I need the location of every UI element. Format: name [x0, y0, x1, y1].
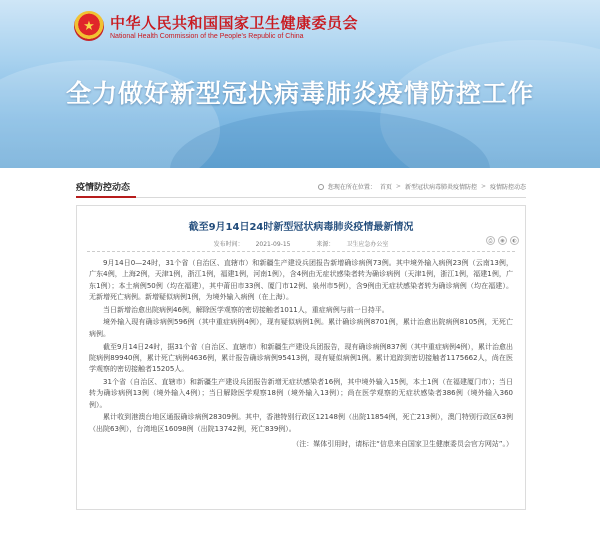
weibo-icon[interactable]: ◉: [498, 236, 507, 245]
org-name-cn[interactable]: 中华人民共和国国家卫生健康委员会: [110, 14, 359, 32]
article-paragraph: 31个省（自治区、直辖市）和新疆生产建设兵团报告新增无症状感染者16例，其中境外输入15例，本土1例（在福建厦门市）；当日转为确诊病例13例（境外输入4例）；当日解除医学观察18例（境外输入13例）；尚在医学观察的无症状感染者386例（境外输入360例）。: [89, 377, 513, 409]
share-tools: [486, 236, 519, 245]
article-paragraph: 累计收到港澳台地区通报确诊病例28309例。其中，香港特别行政区12148例（出院11854例，死亡213例），澳门特别行政区63例（出院63例），台湾地区16098例（出院13742例，死亡839例）。: [89, 413, 513, 433]
breadcrumb-separator: >: [480, 183, 486, 190]
header-banner: [0, 0, 600, 168]
breadcrumb-bar: [76, 178, 526, 198]
article-paragraph: 9月14日0—24时，31个省（自治区、直辖市）和新疆生产建设兵团报告新增确诊病例73例。其中境外输入病例23例（云南13例，广东4例，上海2例，天津1例，浙江1例，福建1例，河南1例），含4例由无症状感染者转为确诊病例（天津1例，浙江1例，福建1例，广东1例）；本土病例50例（均在福建），其中莆田市33例、厦门市12例、泉州市5例），含9例由无症状感染者转为确诊病例（均在福建）。无新增死亡病例。新增疑似病例1例，为境外输入病例（在上海）。: [89, 259, 513, 301]
breadcrumb-item-epidemic-control[interactable]: 新型冠状病毒肺炎疫情防控: [404, 184, 477, 191]
breadcrumb-item-current[interactable]: 疫情防控动态: [489, 184, 526, 191]
breadcrumb-item-home[interactable]: 首页: [379, 184, 392, 191]
article-body: [89, 258, 513, 452]
wechat-icon[interactable]: ◐: [510, 236, 519, 245]
article-paragraph: 境外输入现有确诊病例596例（其中重症病例4例），现有疑似病例1例。累计确诊病例8701例，累计治愈出院病例8105例，无死亡病例。: [89, 318, 513, 338]
publish-date-label: 发布时间：: [213, 241, 244, 248]
breadcrumb: [318, 182, 526, 191]
print-icon[interactable]: ⎙: [486, 236, 495, 245]
article-paragraph: 截至9月14日24时，据31个省（自治区、直辖市）和新疆生产建设兵团报告，现有确诊病例837例（其中重症病例4例），累计治愈出院病例89940例，累计死亡病例4636例，累计报告确诊病例95413例，现有疑似病例1例。累计追踪到密切接触者1175662人，尚在医学观察的密切接触者15205人。: [89, 342, 513, 374]
article-container: [76, 205, 526, 510]
article-title: 截至9月14日24时新型冠状病毒肺炎疫情最新情况: [188, 222, 414, 233]
breadcrumb-location-label: 您现在所在位置：: [327, 184, 376, 191]
divider: [87, 251, 515, 252]
section-title: 疫情防控动态: [76, 183, 131, 193]
article-paragraph: 当日新增治愈出院病例46例，解除医学观察的密切接触者1011人，重症病例与前一日持平。: [103, 305, 389, 314]
national-emblem-icon[interactable]: ★: [74, 11, 104, 41]
article-source: 卫生应急办公室: [346, 241, 389, 248]
article-meta: [77, 239, 525, 248]
source-label: 来源：: [316, 241, 335, 248]
section-title-underline: [76, 196, 136, 198]
breadcrumb-separator: >: [395, 183, 401, 190]
banner-title: 全力做好新型冠状病毒肺炎疫情防控工作: [65, 79, 534, 108]
location-icon: [318, 184, 324, 190]
org-name-en[interactable]: National Health Commission of the People's Republic of China: [110, 33, 304, 40]
publish-date: 2021-09-15: [255, 241, 291, 248]
article-note: （注：媒体引用时，请标注“信息来自国家卫生健康委员会官方网站”。）: [292, 439, 513, 448]
